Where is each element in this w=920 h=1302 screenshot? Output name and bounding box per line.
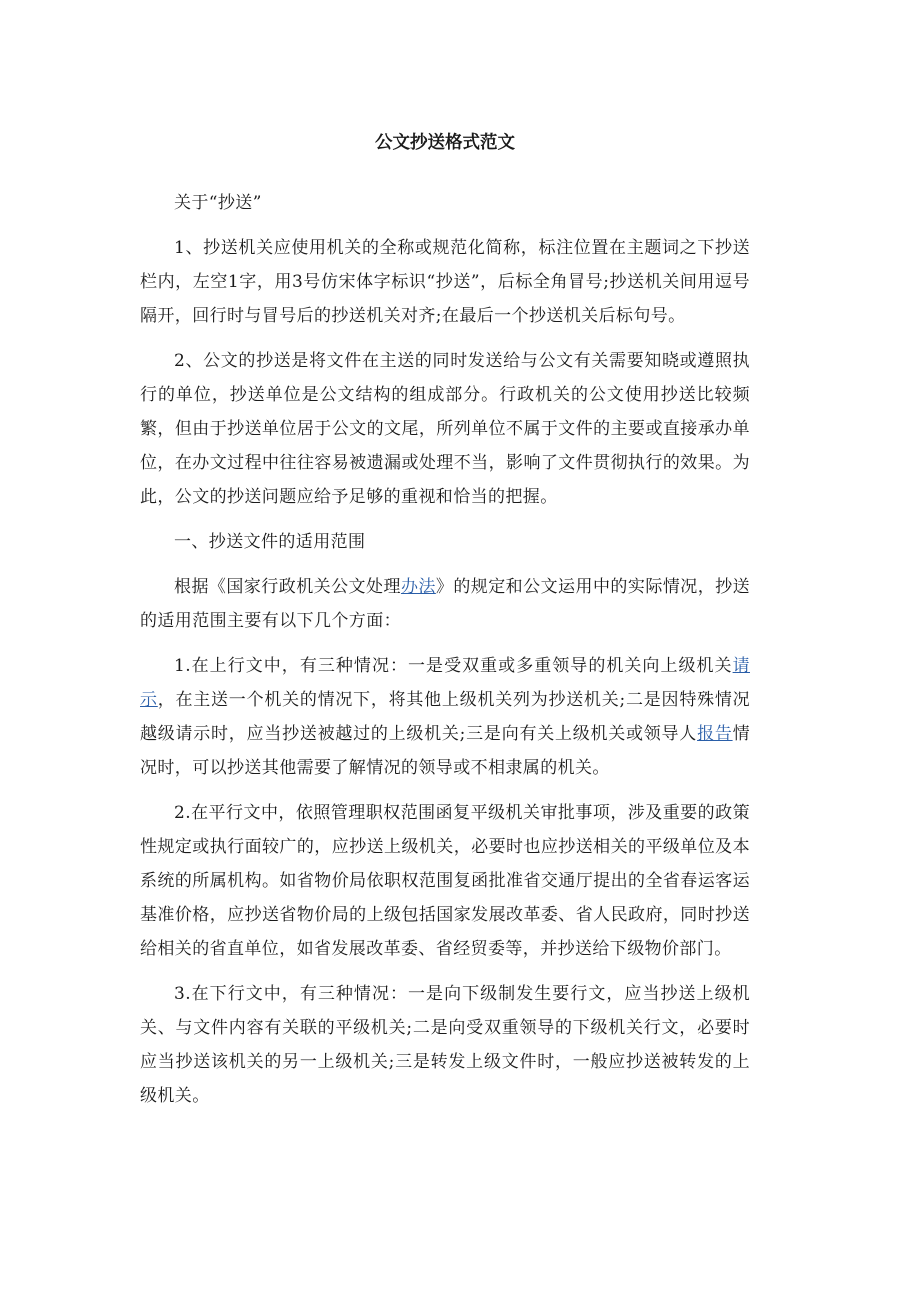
paragraph-3-text-after: 》的规定和公文运用中的实际情况，抄送的适用范围主要有以下几个方面：	[140, 577, 751, 631]
banfa-link[interactable]: 办法	[400, 577, 436, 597]
paragraph-3-text-before: 根据《国家行政机关公文处理	[174, 577, 401, 597]
list-item-1	[140, 649, 750, 785]
list-item-1-text-middle: ，在主送一个机关的情况下，将其他上级机关列为抄送机关;二是因特殊情况越级请示时，应当抄送被越过的上级机关;三是向有关上级机关或领导人	[140, 690, 750, 744]
paragraph-1: 1、抄送机关应使用机关的全称或规范化简称，标注位置在主题词之下抄送栏内，左空1字，用3号仿宋体字标识“抄送”，后标全角冒号;抄送机关间用逗号隔开，回行时与冒号后的抄送机关对齐;在最后一个抄送机关后标句号。	[140, 238, 750, 326]
document-page	[140, 128, 750, 1124]
list-item-2: 2.在平行文中，依照管理职权范围函复平级机关审批事项，涉及重要的政策性规定或执行面较广的，应抄送上级机关，必要时也应抄送相关的平级单位及本系统的所属机构。如省物价局依职权范围复函批准省交通厅提出的全省春运客运基准价格，应抄送省物价局的上级包括国家发展改革委、省人民政府，同时抄送给相关的省直单位，如省发展改革委、省经贸委等，并抄送给下级物价部门。	[140, 803, 750, 959]
baogao-link[interactable]: 报告	[697, 724, 733, 744]
paragraph-2: 2、公文的抄送是将文件在主送的同时发送给与公文有关需要知晓或遵照执行的单位，抄送单位是公文结构的组成部分。行政机关的公文使用抄送比较频繁，但由于抄送单位居于公文的文尾，所列单位不属于文件的主要或直接承办单位，在办文过程中往往容易被遗漏或处理不当，影响了文件贯彻执行的效果。为此，公文的抄送问题应给予足够的重视和恰当的把握。	[140, 351, 750, 507]
document-title: 公文抄送格式范文	[375, 133, 515, 153]
section-1-heading: 一、抄送文件的适用范围	[174, 532, 366, 552]
qingshi-link[interactable]: 请示	[140, 656, 750, 710]
list-item-1-text-after: 情况时，可以抄送其他需要了解情况的领导或不相隶属的机关。	[140, 724, 750, 778]
paragraph-3	[140, 570, 750, 638]
list-item-3: 3.在下行文中，有三种情况：一是向下级制发生要行文，应当抄送上级机关、与文件内容有关联的平级机关;二是向受双重领导的下级机关行文，必要时应当抄送该机关的另一上级机关;三是转发上级文件时，一般应抄送被转发的上级机关。	[140, 984, 750, 1106]
list-item-1-text-before: 1.在上行文中，有三种情况：一是受双重或多重领导的机关向上级机关	[174, 656, 733, 676]
intro-paragraph: 关于“抄送”	[174, 193, 262, 213]
